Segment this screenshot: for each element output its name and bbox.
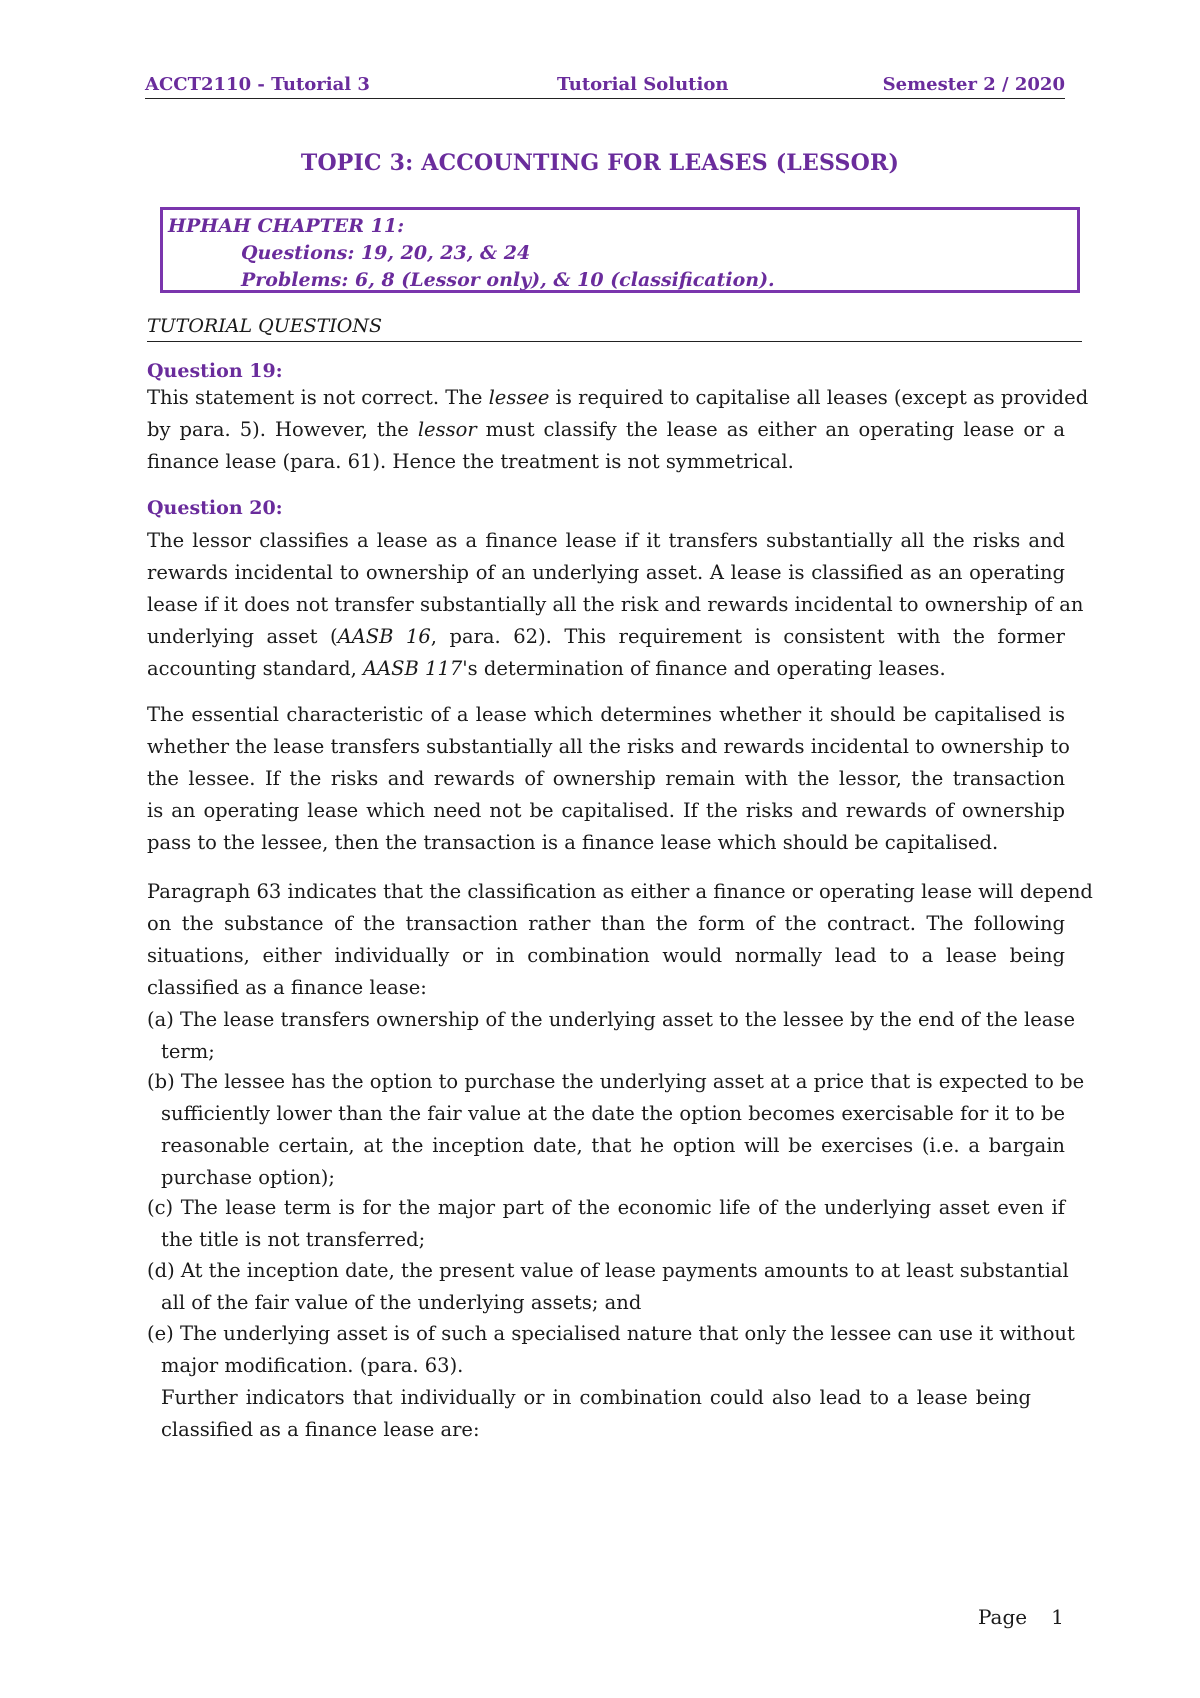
text-line [147,621,1065,653]
text-line: the lessee. If the risks and rewards of ownership remain with the lessor, the transaction [147,767,1065,790]
text-line: whether the lease transfers substantially all the risks and rewards incidental to ownership to [147,735,1070,758]
header-semester: Semester 2 / 2020 [882,74,1065,95]
list-item [147,1004,1075,1068]
text-line: on the substance of the transaction rather than the form of the contract. The following [147,912,1065,935]
text-line: situations, either individually or in combination would normally lead to a lease being [147,944,1065,967]
text-line: finance lease (para. 61). Hence the treatment is not symmetrical. [147,450,794,473]
text-line: rewards incidental to ownership of an underlying asset. A lease is classified as an operating [147,561,1065,584]
question-20-paragraph-2 [147,699,1070,859]
text-run: is required to capitalise all leases (except as provided [549,386,1089,409]
text-line: (d) At the inception date, the present value of lease payments amounts to at least substantial [147,1259,1069,1282]
list-item [147,1066,1085,1194]
question-20-paragraph-3 [147,876,1093,1004]
text-line: reasonable certain, at the inception date, that he option will be exercises (i.e. a bargain [161,1134,1065,1157]
list-item [147,1255,1069,1319]
question-20-paragraph-1 [147,525,1084,685]
emphasis-lessee: lessee [488,386,550,409]
chapter-box [160,207,1080,293]
text-line: term; [161,1040,215,1063]
text-line: classified as a finance lease: [147,976,427,999]
further-indicators [161,1382,1031,1446]
chapter-title: HPHAH CHAPTER 11: [168,215,405,237]
text-line: (e) The underlying asset is of such a specialised nature that only the lessee can use it without [147,1322,1075,1345]
text-run: by para. 5). However, the [147,418,418,441]
emphasis-standard: AASB 117 [362,657,463,680]
question-19-answer [147,382,1089,478]
text-line: The essential characteristic of a lease which determines whether it should be capitalised is [147,703,1065,726]
header-title: Tutorial Solution [557,74,729,95]
chapter-problems: Problems: 6, 8 (Lessor only), & 10 (classification). [241,269,775,291]
emphasis-lessor: lessor [417,418,477,441]
text-line: (b) The lessee has the option to purchase the underlying asset at a price that is expected to be [147,1070,1085,1093]
text-line: Further indicators that individually or in combination could also lead to a lease being [161,1386,1031,1409]
text-line: major modification. (para. 63). [161,1354,464,1377]
text-line [147,414,1065,446]
text-line: purchase option); [161,1166,335,1189]
page-number-value: 1 [1051,1605,1064,1629]
list-item [147,1192,1065,1256]
page-label: Page [978,1605,1028,1629]
text-run: This statement is not correct. The [147,386,489,409]
text-line: (a) The lease transfers ownership of the underlying asset to the lessee by the end of the lease [147,1008,1075,1031]
question-20-heading: Question 20: [147,497,283,519]
list-item [147,1318,1075,1382]
text-line: all of the fair value of the underlying assets; and [161,1291,642,1314]
text-run: must classify the lease as either an operating lease or a [476,418,1065,441]
header-course: ACCT2110 - Tutorial 3 [145,74,370,95]
text-line: classified as a finance lease are: [161,1418,480,1441]
text-line: lease if it does not transfer substantially all the risk and rewards incidental to ownership of an [147,593,1084,616]
page-header [145,74,1065,99]
topic-title: TOPIC 3: ACCOUNTING FOR LEASES (LESSOR) [300,150,900,176]
section-title: TUTORIAL QUESTIONS [147,315,1082,342]
text-line: The lessor classifies a lease as a finance lease if it transfers substantially all the risks and [147,529,1065,552]
text-line: sufficiently lower than the fair value at the date the option becomes exercisable for it to be [161,1102,1065,1125]
text-run: accounting standard, [147,657,363,680]
text-line [147,382,1089,414]
text-line: pass to the lessee, then the transaction is a finance lease which should be capitalised. [147,831,999,854]
text-line: the title is not transferred; [161,1228,426,1251]
page-number [978,1605,1064,1629]
text-line [147,653,1065,685]
question-19-heading: Question 19: [147,360,283,382]
text-run: 's determination of finance and operating leases. [462,657,946,680]
text-line: Paragraph 63 indicates that the classification as either a finance or operating lease will depend [147,880,1093,903]
text-line: (c) The lease term is for the major part of the economic life of the underlying asset even if [147,1196,1065,1219]
emphasis-standard: AASB 16 [337,625,431,648]
text-line: is an operating lease which need not be capitalised. If the risks and rewards of ownership [147,799,1065,822]
text-run: , para. 62). This requirement is consistent with the former [430,625,1065,648]
text-run: underlying asset ( [147,625,338,648]
chapter-questions: Questions: 19, 20, 23, & 24 [241,242,531,264]
